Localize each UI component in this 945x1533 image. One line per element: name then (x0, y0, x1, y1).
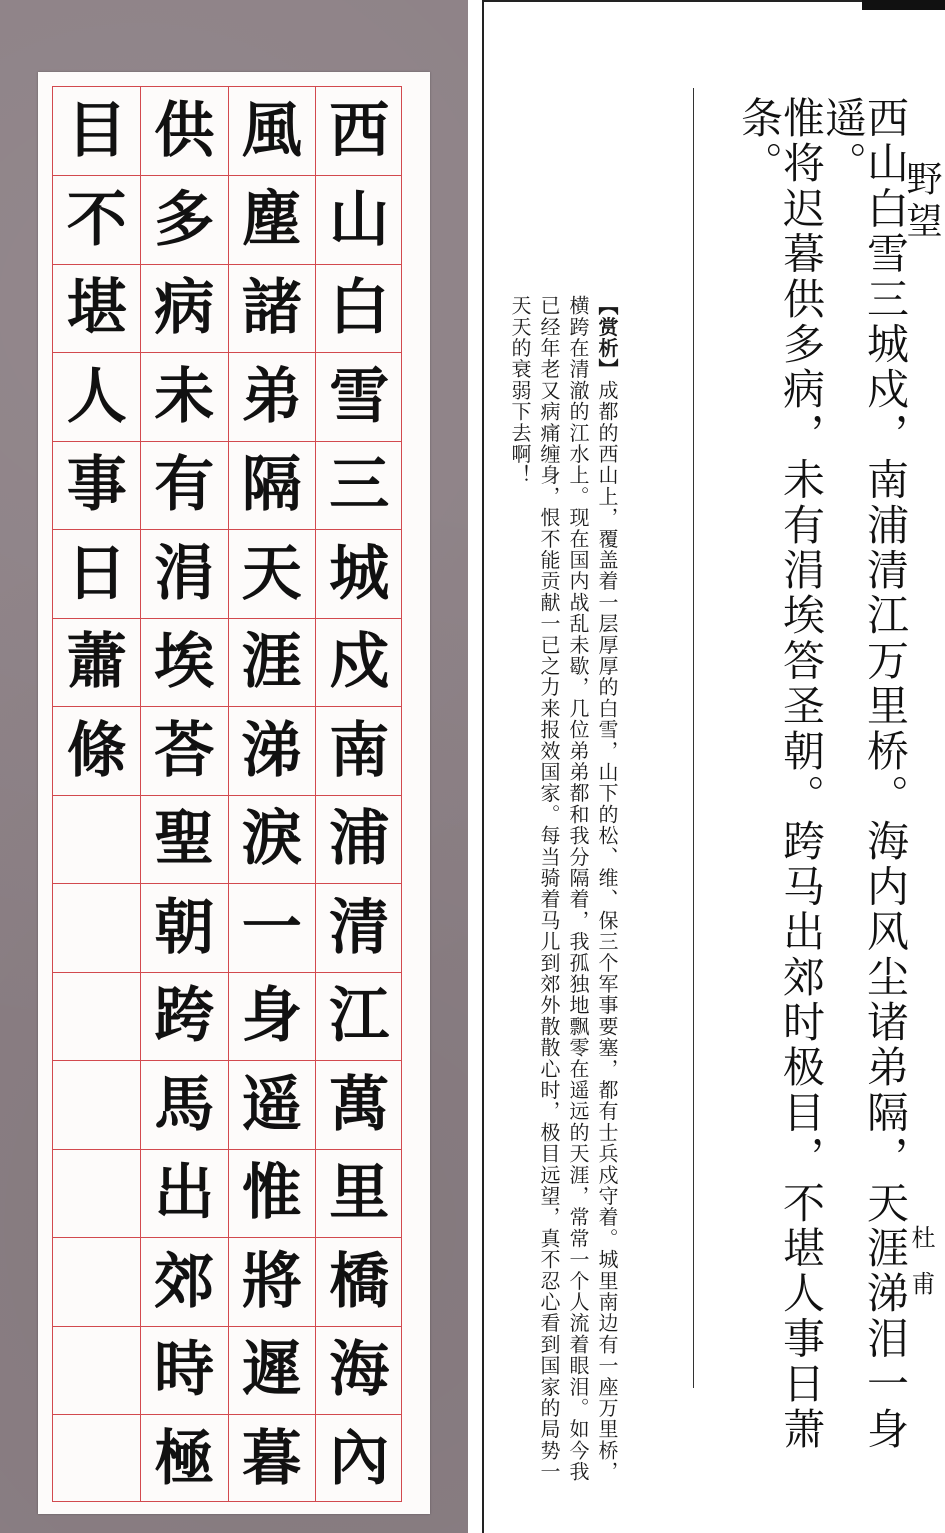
calligraphy-character: 風 (241, 96, 302, 167)
calligraphy-character: 荅 (154, 715, 215, 786)
calligraphy-character: 人 (66, 361, 127, 432)
calligraphy-character: 涯 (241, 627, 302, 698)
calligraphy-character: 淚 (241, 804, 302, 875)
appreciation-text (505, 295, 621, 1495)
calligraphy-character: 遥 (241, 1069, 302, 1140)
calligraphy-character: 朝 (154, 892, 215, 963)
calligraphy-character: 海 (329, 1335, 390, 1406)
grid-cells (53, 87, 401, 1501)
calligraphy-character: 隔 (241, 450, 302, 521)
calligraphy-character: 有 (154, 450, 215, 521)
calligraphy-character: 內 (329, 1423, 390, 1494)
calligraphy-character: 涕 (241, 715, 302, 786)
calligraphy-character: 事 (66, 450, 127, 521)
calligraphy-character: 涓 (154, 538, 215, 609)
calligraphy-character: 一 (241, 892, 302, 963)
calligraphy-character: 弟 (241, 361, 302, 432)
appreciation-tag: 【赏析】 (595, 295, 619, 380)
calligraphy-character: 山 (329, 184, 390, 255)
calligraphy-character: 白 (329, 273, 390, 344)
calligraphy-character: 條 (66, 715, 127, 786)
calligraphy-grid (52, 86, 402, 1502)
poem-line-2: 惟将迟暮供多病，未有涓埃答圣朝。跨马出郊时极目，不堪人事日萧条。 (735, 96, 826, 1452)
calligraphy-character: 城 (329, 538, 390, 609)
calligraphy-character: 戍 (329, 627, 390, 698)
calligraphy-character: 蕭 (66, 627, 127, 698)
calligraphy-character: 出 (154, 1158, 215, 1229)
calligraphy-character: 西 (329, 96, 390, 167)
calligraphy-character: 極 (154, 1423, 215, 1494)
calligraphy-character: 塵 (241, 184, 302, 255)
calligraphy-character: 未 (154, 361, 215, 432)
calligraphy-character: 身 (241, 981, 302, 1052)
calligraphy-character: 將 (241, 1246, 302, 1317)
calligraphy-character: 萬 (329, 1069, 390, 1140)
calligraphy-character: 暮 (241, 1423, 302, 1494)
panel-divider (468, 0, 482, 1533)
calligraphy-character: 跨 (154, 981, 215, 1052)
calligraphy-character: 聖 (154, 804, 215, 875)
poem-title: 野望 (901, 160, 942, 244)
calligraphy-character: 堪 (66, 273, 127, 344)
poem-author: 杜甫 (907, 1225, 935, 1317)
calligraphy-character: 日 (66, 538, 127, 609)
poem-line-1: 西山白雪三城戍，南浦清江万里桥。海内风尘诸弟隔，天涯涕泪一身遥。 (819, 96, 910, 1452)
calligraphy-character: 馬 (154, 1069, 215, 1140)
calligraphy-sheet (38, 72, 430, 1514)
calligraphy-character: 南 (329, 715, 390, 786)
calligraphy-character: 諸 (241, 273, 302, 344)
calligraphy-character: 供 (154, 96, 215, 167)
calligraphy-character: 病 (154, 273, 215, 344)
calligraphy-character: 遲 (241, 1335, 302, 1406)
appreciation-body: 成都的西山上，覆盖着一层厚厚的白雪，山下的松、维、保三个军事要塞，都有士兵戍守着。城里南边有一座万里桥，横跨在清澈的江水上。现在国内战乱未歇，几位弟弟都和我分隔着，我孤独地飘零在遥远的天涯，常常一个人流着眼泪。如今我已经年老又病痛缠身，恨不能贡献一已之力来报效国家。每当骑着马儿到郊外散散心时，极目远望，真不忍心看到国家的局势一天天的衰弱下去啊！ (508, 295, 619, 1483)
calligraphy-character: 天 (241, 538, 302, 609)
calligraphy-character: 三 (329, 450, 390, 521)
calligraphy-character: 埃 (154, 627, 215, 698)
calligraphy-character: 江 (329, 981, 390, 1052)
top-border (482, 0, 862, 2)
notes-separator (693, 88, 694, 1388)
calligraphy-character: 不 (66, 184, 127, 255)
calligraphy-panel (0, 0, 468, 1533)
calligraphy-character: 目 (66, 96, 127, 167)
calligraphy-character: 里 (329, 1158, 390, 1229)
calligraphy-character: 橋 (329, 1246, 390, 1317)
calligraphy-character: 清 (329, 892, 390, 963)
calligraphy-character: 郊 (154, 1246, 215, 1317)
calligraphy-character: 惟 (241, 1158, 302, 1229)
calligraphy-character: 時 (154, 1335, 215, 1406)
calligraphy-character: 雪 (329, 361, 390, 432)
calligraphy-character: 浦 (329, 804, 390, 875)
calligraphy-character: 多 (154, 184, 215, 255)
corner-mark (862, 0, 945, 10)
